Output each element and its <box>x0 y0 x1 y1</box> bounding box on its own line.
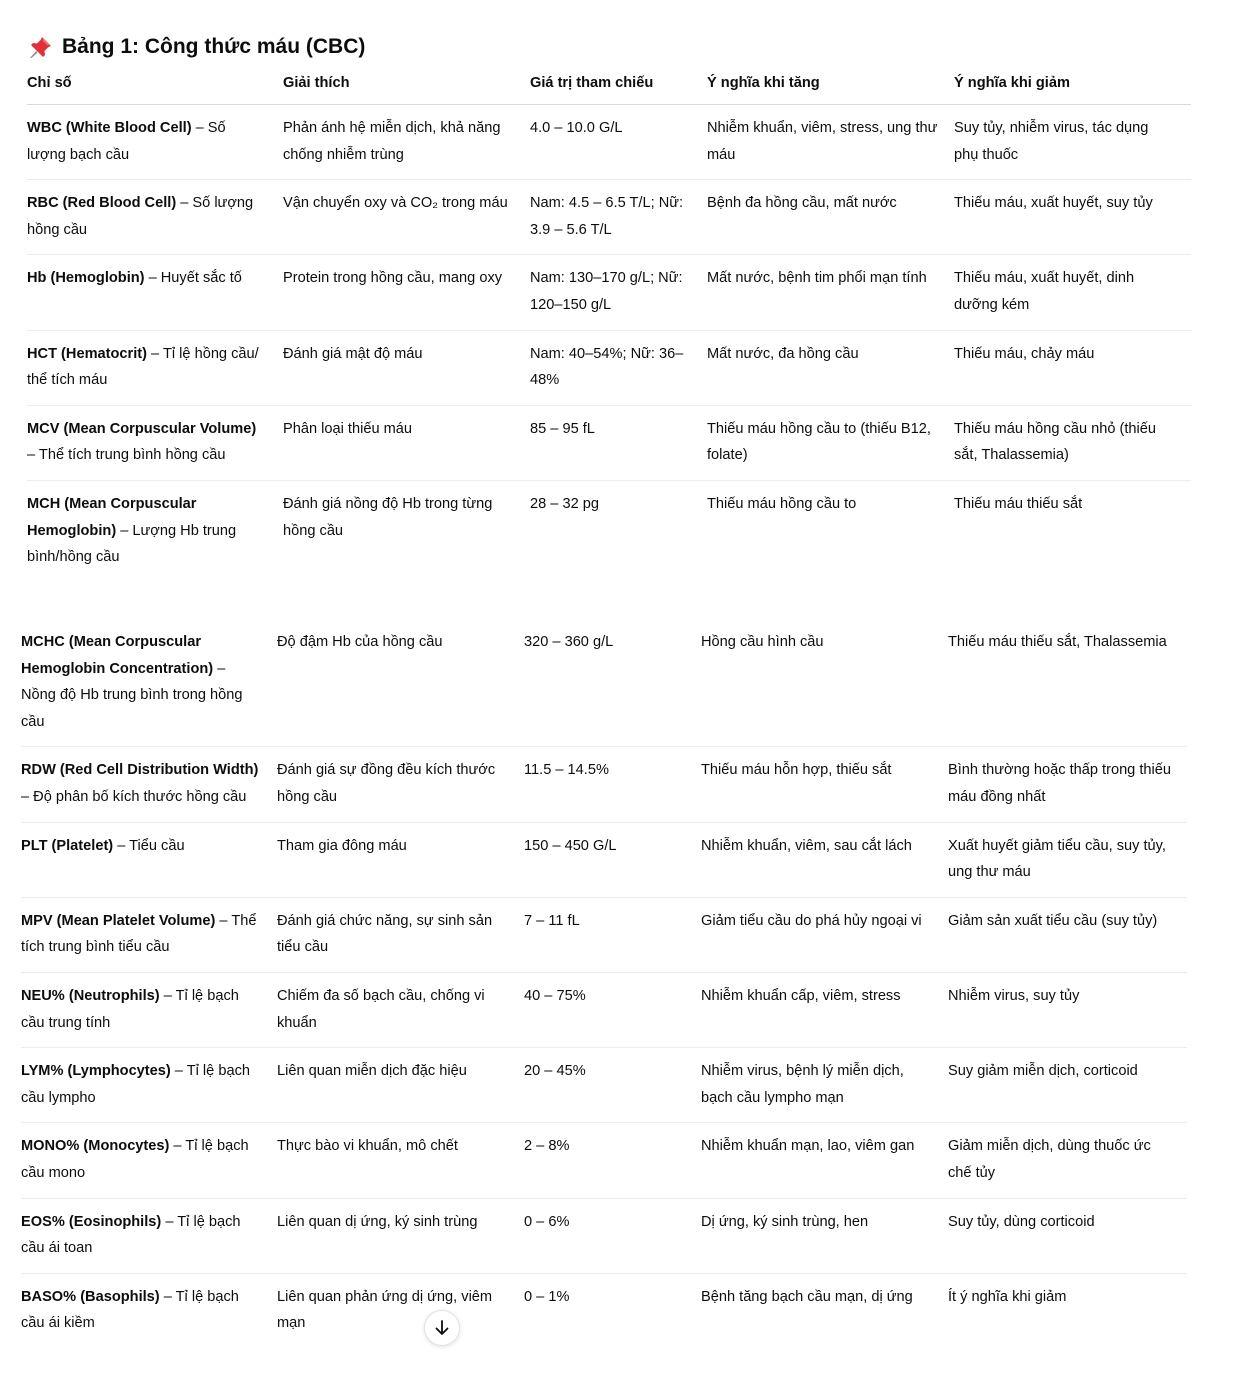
cell-increase: Nhiễm khuẩn, viêm, stress, ung thư máu <box>707 105 954 180</box>
cell-reference: 0 – 1% <box>524 1288 570 1305</box>
cell-index-name <box>21 1198 277 1273</box>
cell-index-name <box>27 255 283 330</box>
index-name-bold: PLT (Platelet) <box>21 837 114 854</box>
cell-increase: Mất nước, bệnh tim phổi mạn tính <box>707 255 954 330</box>
cell-explain: Liên quan dị ứng, ký sinh trùng <box>277 1198 524 1273</box>
cell-index-name <box>27 105 283 180</box>
table-row <box>21 1048 1187 1123</box>
cell-index-name <box>27 180 283 255</box>
cell-explain: Đánh giá mật độ máu <box>283 330 530 405</box>
cell-decrease: Thiếu máu, xuất huyết, suy tủy <box>954 180 1191 255</box>
index-name-bold: BASO% (Basophils) <box>21 1288 160 1305</box>
cell-increase: Nhiễm khuẩn, viêm, sau cắt lách <box>701 822 948 897</box>
cell-index-name <box>21 1048 277 1123</box>
arrow-down-icon <box>433 1319 451 1337</box>
table-row <box>21 972 1187 1047</box>
cell-increase: Bệnh đa hồng cầu, mất nước <box>707 180 954 255</box>
index-name-desc: – Tiểu cầu <box>113 837 185 854</box>
index-name-bold: NEU% (Neutrophils) <box>21 987 160 1004</box>
table-row <box>27 330 1191 405</box>
index-name-desc: – Tỉ lệ bạch cầu lympho <box>21 1063 250 1106</box>
index-name-desc: – Tỉ lệ bạch cầu trung tính <box>21 987 239 1031</box>
cell-increase: Dị ứng, ký sinh trùng, hen <box>701 1198 948 1273</box>
cell-increase: Mất nước, đa hồng cầu <box>707 330 954 405</box>
cell-reference: 11.5 – 14.5% <box>524 747 701 822</box>
index-name-bold: RDW (Red Cell Distribution Width) <box>21 762 259 779</box>
table-row <box>27 255 1191 330</box>
cell-index-name <box>27 405 283 480</box>
header-explain: Giải thích <box>283 73 530 105</box>
cell-increase: Hồng cầu hình cầu <box>701 619 948 747</box>
cell-reference: Nam: 130–170 g/L; Nữ: 120–150 g/L <box>530 255 707 330</box>
cell-decrease: Giảm miễn dịch, dùng thuốc ức chế tủy <box>948 1123 1187 1198</box>
cell-decrease: Nhiễm virus, suy tủy <box>948 972 1187 1047</box>
table-row <box>27 480 1191 581</box>
table-row <box>21 1123 1187 1198</box>
cell-index-name <box>21 972 277 1047</box>
index-name-bold: MPV (Mean Platelet Volume) <box>21 912 216 929</box>
cell-index-name <box>21 822 277 897</box>
cbc-table-top <box>27 73 1191 582</box>
scroll-to-bottom-button[interactable] <box>424 1310 460 1346</box>
cell-increase: Nhiễm virus, bệnh lý miễn dịch, bạch cầu lympho mạn <box>701 1048 948 1123</box>
cell-reference: Nam: 40–54%; Nữ: 36–48% <box>530 330 707 405</box>
cell-index-name <box>21 747 277 822</box>
index-name-bold: RBC (Red Blood Cell) <box>27 195 177 212</box>
index-name-desc: – Huyết sắc tố <box>144 270 242 287</box>
cell-explain: Phân loại thiếu máu <box>283 405 530 480</box>
cell-increase: Nhiễm khuẩn mạn, lao, viêm gan <box>701 1123 948 1198</box>
cell-decrease: Bình thường hoặc thấp trong thiếu máu đồng nhất <box>948 747 1187 822</box>
cell-decrease: Suy giảm miễn dịch, corticoid <box>948 1048 1187 1123</box>
cell-decrease: Thiếu máu, chảy máu <box>954 330 1191 405</box>
cell-reference: Nam: 4.5 – 6.5 T/L; Nữ: 3.9 – 5.6 T/L <box>530 180 707 255</box>
index-name-bold: HCT (Hematocrit) <box>27 345 147 362</box>
index-name-bold: MCV (Mean Corpuscular Volume) <box>27 420 257 437</box>
cell-explain: Protein trong hồng cầu, mang oxy <box>283 255 530 330</box>
cell-decrease: Thiếu máu, xuất huyết, dinh dưỡng kém <box>954 255 1191 330</box>
index-name-desc: – Nồng độ Hb trung bình trong hồng cầu <box>21 660 243 730</box>
cell-index-name <box>27 480 283 581</box>
cell-index-name <box>21 619 277 747</box>
cell-reference: 85 – 95 fL <box>530 405 707 480</box>
header-index: Chỉ số <box>27 73 283 105</box>
table-title <box>28 31 365 63</box>
cell-decrease: Ít ý nghĩa khi giảm <box>948 1288 1067 1305</box>
index-name-desc: – Số lượng bạch cầu <box>27 120 226 163</box>
cell-increase: Thiếu máu hỗn hợp, thiếu sắt <box>701 747 948 822</box>
table-row <box>21 1198 1187 1273</box>
cell-reference: 2 – 8% <box>524 1123 701 1198</box>
index-name-bold: LYM% (Lymphocytes) <box>21 1063 171 1080</box>
index-name-desc: – Thể tích trung bình hồng cầu <box>27 447 226 464</box>
cell-index-name <box>21 1273 277 1348</box>
header-decrease: Ý nghĩa khi giảm <box>954 73 1191 105</box>
index-name-desc: – Tỉ lệ bạch cầu ái toan <box>21 1213 241 1257</box>
table-row <box>27 405 1191 480</box>
cell-decrease: Suy tủy, dùng corticoid <box>948 1198 1187 1273</box>
table-row <box>21 619 1187 747</box>
index-name-desc: – Tỉ lệ hồng cầu/ thể tích máu <box>27 345 259 389</box>
table-title-text: Bảng 1: Công thức máu (CBC) <box>62 35 366 58</box>
cell-increase: Nhiễm khuẩn cấp, viêm, stress <box>701 972 948 1047</box>
index-name-bold: MONO% (Monocytes) <box>21 1138 170 1155</box>
table-row <box>21 1273 1187 1348</box>
index-name-desc: – Lượng Hb trung bình/hồng cầu <box>27 522 237 566</box>
cell-decrease: Giảm sản xuất tiểu cầu (suy tủy) <box>948 897 1187 972</box>
cell-reference: 40 – 75% <box>524 972 701 1047</box>
cell-reference: 320 – 360 g/L <box>524 619 701 747</box>
table-header-row <box>27 73 1191 105</box>
cell-explain: Liên quan miễn dịch đặc hiệu <box>277 1048 524 1123</box>
cell-increase: Giảm tiểu cầu do phá hủy ngoại vi <box>701 897 948 972</box>
cell-explain: Độ đậm Hb của hồng cầu <box>277 619 524 747</box>
cell-reference: 4.0 – 10.0 G/L <box>530 105 707 180</box>
cell-decrease: Suy tủy, nhiễm virus, tác dụng phụ thuốc <box>954 105 1191 180</box>
cell-increase: Thiếu máu hồng cầu to (thiếu B12, folate) <box>707 405 954 480</box>
pushpin-icon <box>28 34 54 60</box>
cell-reference: 0 – 6% <box>524 1198 701 1273</box>
table-row <box>27 105 1191 180</box>
cell-explain: Đánh giá nồng độ Hb trong từng hồng cầu <box>283 495 493 539</box>
index-name-bold: MCH (Mean Corpuscular Hemoglobin) <box>27 495 197 539</box>
cell-increase: Bệnh tăng bạch cầu mạn, dị ứng <box>701 1288 913 1305</box>
index-name-desc: – Tỉ lệ bạch cầu mono <box>21 1138 249 1181</box>
index-name-bold: MCHC (Mean Corpuscular Hemoglobin Concentration) <box>21 634 214 677</box>
index-name-desc: – Thể tích trung bình tiểu cầu <box>21 912 257 956</box>
index-name-desc: – Tỉ lệ bạch cầu ái kiềm <box>21 1288 239 1332</box>
cell-explain: Liên quan phản ứng dị ứng, viêm mạn <box>277 1288 493 1332</box>
cell-decrease: Thiếu máu hồng cầu nhỏ (thiếu sắt, Thalassemia) <box>954 405 1191 480</box>
cell-reference: 20 – 45% <box>524 1048 701 1123</box>
cell-explain: Đánh giá sự đồng đều kích thước hồng cầu <box>277 747 524 822</box>
cell-decrease: Thiếu máu thiếu sắt, Thalassemia <box>948 619 1187 747</box>
cell-explain: Chiếm đa số bạch cầu, chống vi khuẩn <box>277 972 524 1047</box>
cell-increase: Thiếu máu hồng cầu to <box>707 495 857 512</box>
table-row <box>21 747 1187 822</box>
cell-explain: Vận chuyển oxy và CO₂ trong máu <box>283 180 530 255</box>
cell-decrease: Thiếu máu thiếu sắt <box>954 495 1083 512</box>
index-name-bold: EOS% (Eosinophils) <box>21 1213 162 1230</box>
header-increase: Ý nghĩa khi tăng <box>707 73 954 105</box>
table-row <box>21 822 1187 897</box>
cell-reference: 7 – 11 fL <box>524 897 701 972</box>
cell-explain: Đánh giá chức năng, sự sinh sản tiểu cầu <box>277 897 524 972</box>
index-name-bold: Hb (Hemoglobin) <box>27 270 145 287</box>
cell-explain: Phản ánh hệ miễn dịch, khả năng chống nhiễm trùng <box>283 105 530 180</box>
cell-index-name <box>27 330 283 405</box>
cell-explain: Tham gia đông máu <box>277 822 524 897</box>
index-name-desc: – Độ phân bố kích thước hồng cầu <box>21 788 247 805</box>
cell-decrease: Xuất huyết giảm tiểu cầu, suy tủy, ung thư máu <box>948 822 1187 897</box>
index-name-desc: – Số lượng hồng cầu <box>27 195 254 238</box>
table-row <box>21 897 1187 972</box>
cell-index-name <box>21 1123 277 1198</box>
cell-reference: 28 – 32 pg <box>530 495 599 512</box>
table-row <box>27 180 1191 255</box>
cbc-table-bottom <box>21 619 1187 1348</box>
cell-index-name <box>21 897 277 972</box>
cell-reference: 150 – 450 G/L <box>524 822 701 897</box>
cell-explain: Thực bào vi khuẩn, mô chết <box>277 1123 524 1198</box>
header-reference: Giá trị tham chiếu <box>530 73 707 105</box>
index-name-bold: WBC (White Blood Cell) <box>27 120 192 136</box>
